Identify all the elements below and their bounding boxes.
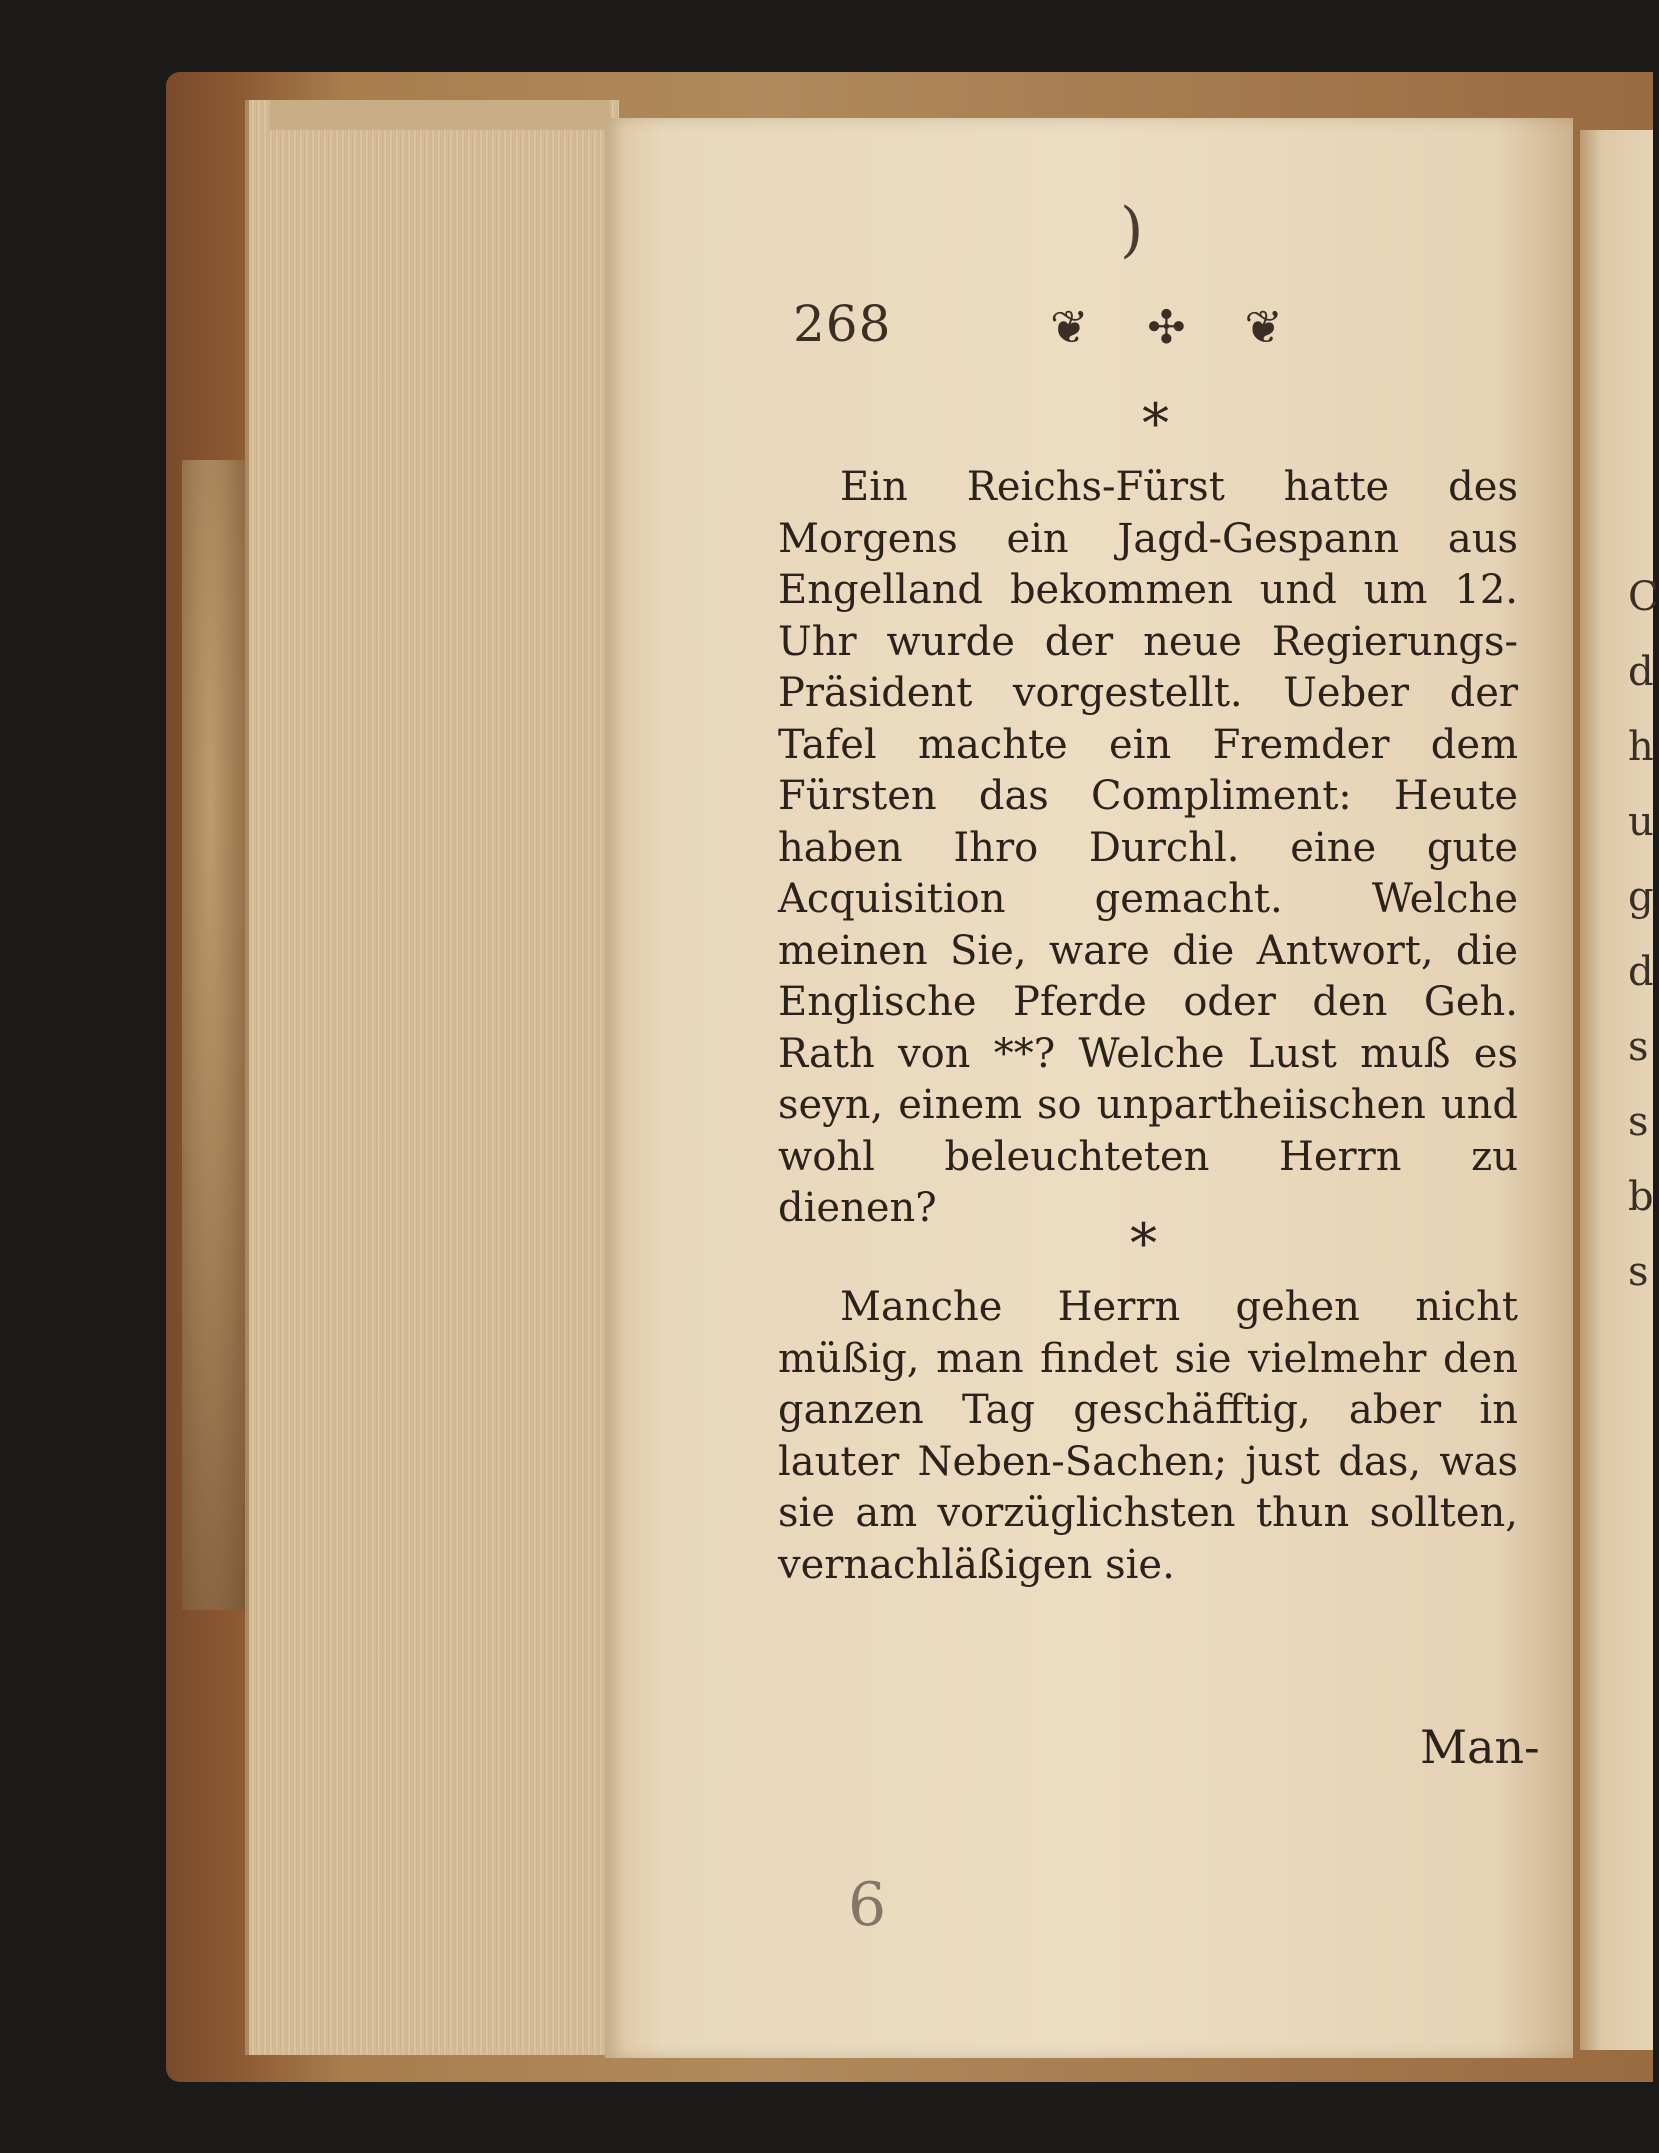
- paragraph-text: Ein Reichs-Fürst hatte des Morgens ein Jagd-Gespann aus Engelland bekommen und um 12. Uhr wurde der neue Regierungs-Präsident vorgestellt. Ueber der Tafel machte ein Fremder dem Fürsten das Compliment: Heute haben Ihro Durchl. eine gute Acquisition gemacht. Welche meinen Sie, ware die Antwort, die Englische Pferde oder den Geh. Rath von **? Welche Lust muß es seyn, einem so unpartheiischen und wohl beleuchteten Herrn zu dienen?: [778, 464, 1518, 1231]
- pencil-mark: 6: [848, 1870, 887, 1940]
- page-number: 268: [793, 295, 892, 353]
- catchword: Man-: [1420, 1720, 1540, 1774]
- section-separator: *: [1130, 1212, 1157, 1275]
- section-separator: *: [1142, 392, 1169, 455]
- top-mark: ): [1120, 195, 1144, 265]
- marbled-paper: [182, 460, 252, 1610]
- page-edges-top: [270, 100, 610, 130]
- paragraph-text: Manche Herrn gehen nicht müßig, man findet sie vielmehr den ganzen Tag geschäfftig, aber in lauter Neben-Sachen; just das, was sie am vorzüglichsten thun sollten, vernachläßigen sie.: [778, 1284, 1518, 1588]
- paragraph-1: [778, 462, 1518, 1235]
- paragraph-2: [778, 1282, 1518, 1591]
- page-edges: [245, 100, 619, 2055]
- next-page-letters: C d h u g d s s b s: [1628, 574, 1659, 1295]
- ornament-headpiece: ❦ ✣ ❦: [1050, 300, 1305, 354]
